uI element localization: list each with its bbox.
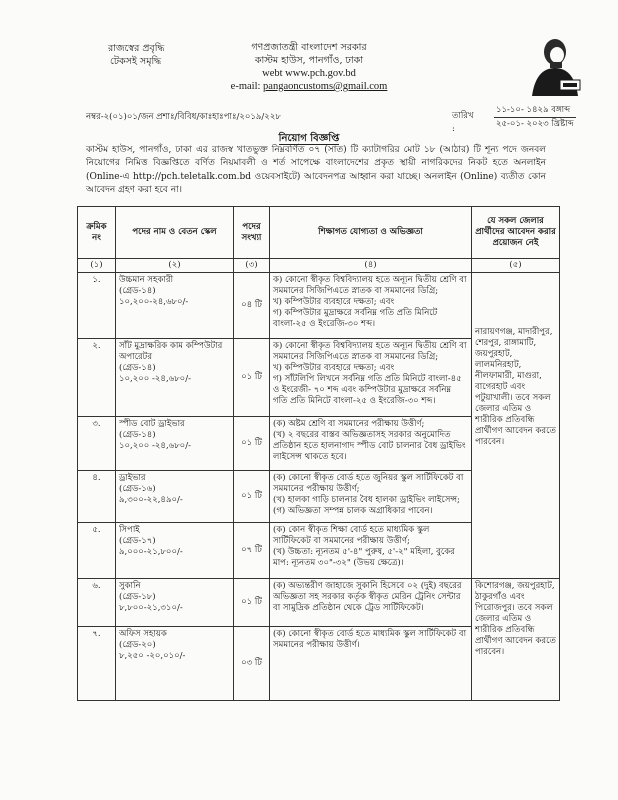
col-num: (১) [78,259,116,273]
header-qualification: শিক্ষাগত যোগ্যতা ও অভিজ্ঞতা [270,207,472,259]
header-count: পদের সংখ্যা [234,207,270,259]
qualification-cell: (ক) অভ্যন্তরীণ জাহাজে সুকানি হিসেবে ০২ (দুই) বছরের অভিজ্ঞতা সহ সরকার কর্তৃক স্বীকৃত মেরিন ট্রেনিং সেন্টার বা সামুদ্রিক প্রতিষ্ঠান থেকে ট্রেড সার্টিফিকেট। [270,579,472,627]
serial-cell: ৬. [78,579,116,627]
post-cell: স্পীড বোট ড্রাইভার (গ্রেড-১৪) ১০,২০০ -২৪,৬৮০/- [116,417,234,471]
qualification-cell: (ক) অষ্টম শ্রেণি বা সমমানের পরীক্ষায় উত্তীর্ণ; (খ) ২ বছরের বাস্তব অভিজ্ঞতাসহ সরকার অনুমোদিত প্রতিষ্ঠান হতে হালনাগাদ স্পীড বোট চালনার বৈধ ড্রাইভিং লাইসেন্স থাকতে হবে। [270,417,472,471]
qualification-cell: (ক) কোন স্বীকৃত শিক্ষা বোর্ড হতে মাধ্যমিক স্কুল সার্টিফিকেট বা সমমানের পরীক্ষায় উত্তীর্ণ; (খ) উচ্চতা: ন্যূনতম ৫'-৪" পুরুষ, ৫'-২" মহিলা, বুকের মাপ: ন্যূনতম ৩০"-৩২" (উভয় ক্ষেত্রে)। [270,523,472,579]
column-number-row [78,259,560,273]
table-row [78,579,560,627]
email-link[interactable]: pangaoncustoms@gmail.com [263,81,388,92]
serial-cell: ৪. [78,471,116,523]
office-name: কাস্টম হাউস, পানগাঁও, ঢাকা [254,54,364,66]
website: webt www.pch.gov.bd [262,68,356,79]
intro-paragraph: কাস্টম হাউস, পানগাঁও, ঢাকা এর রাজস্ব খাতভুক্ত নিম্নবর্ণিত ০৭ (সাত) টি ক্যাটাগরির মোট ১৮ (আঠার) টি শূন্য পদে জনবল নিয়োগের নিমিত্ত বিজ্ঞপ্তিতে বর্ণিত নিয়মাবলী ও শর্ত সাপেক্ষে বাংলাদেশের প্রকৃত স্থায়ী নাগরিকদের নিকট হতে অনলাইন (Online-এ http://pch.teletalk.com.bd ওয়েবসাইটে) আবেদনপত্র আহ্বান করা যাচ্ছে। অনলাইন (Online) ব্যতীত কোন আবেদন গ্রহণ করা হবে না। [86,145,546,195]
gov-name: গণপ্রজাতন্ত্রী বাংলাদেশ সরকার [251,42,367,53]
header-post: পদের নাম ও বেতন স্কেল [116,207,234,259]
count-cell: ০৪ টি [234,273,270,339]
serial-cell: ২. [78,339,116,417]
col-num: (৫) [472,259,560,273]
serial-cell: ৩. [78,417,116,471]
memo-number: নম্বর-২(০১)০১/জন প্রশাঃ/বিবিধ/কাঃহাঃপাঃ/২০১৯/২২৮ [86,112,281,122]
vacancy-table [77,206,560,701]
count-cell: ০১ টি [234,417,270,471]
col-num: (৩) [234,259,270,273]
col-num: (২) [116,259,234,273]
post-cell: সাঁট মুদ্রাক্ষরিক কাম কম্পিউটার অপারেটর (গ্রেড-১৪) ১০,২০০ -২৪,৬৮০/- [116,339,234,417]
date-bengali: ১১-১০- ১৪২৯ বঙ্গাব্দ [494,104,576,118]
post-cell: সিপাই (গ্রেড-১৭) ৯,০০০-২১,৮০০/- [116,523,234,579]
qualification-cell: ক) কোনো স্বীকৃত বিশ্ববিদ্যালয় হতে অন্যূন দ্বিতীয় শ্রেণি বা সমমানের সিজিপিএতে স্নাতক বা সমমানের ডিগ্রি; খ) কম্পিউটার ব্যবহারে দক্ষতা; এবং গ) কম্পিউটার মুদ্রাক্ষরে সর্বনিম্ন গতি প্রতি মিনিটে বাংলা-২৫ ও ইংরেজি-৩০ শব্দ। [270,273,472,339]
count-cell: ০১ টি [234,339,270,417]
districts-cell-a: নারায়ণগঞ্জ, মাদারীপুর, শেরপুর, রাঙ্গামাটি, জয়পুরহাট, লালমনিরহাট, নীলফামারী, মাগুরা, বাগেরহাট এবং পটুয়াখালী। তবে সকল জেলার এতিম ও শারীরিক প্রতিবন্ধি প্রার্থীগণ আবেদন করতে পারবেন। [472,273,560,579]
count-cell: ০৩ টি [234,627,270,701]
districts-cell-b: কিশোরগঞ্জ, জয়পুরহাট, ঠাকুরগাঁও এবং পিরোজপুর। তবে সকল জেলার এতিম ও শারীরিক প্রতিবন্ধি প্রার্থীগণ আবেদন করতে পারবেন। [472,579,560,701]
portrait-stamp-icon [526,32,584,96]
count-cell: ০১ টি [234,471,270,523]
date-gregorian: ২৫-০১- ২০২৩ খ্রিষ্টাব্দ [496,119,574,129]
date-label: তারিখ : [452,111,474,134]
col-num: (৪) [270,259,472,273]
slogan-line-1: রাজস্বের প্রবৃদ্ধি [108,43,165,54]
post-cell: অফিস সহায়ক (গ্রেড-২০) ৮,২৫০ -২০,০১০/- [116,627,234,701]
slogan-line-2: টেকসই সমৃদ্ধি [110,56,162,67]
serial-cell: ১. [78,273,116,339]
post-cell: ড্রাইভার (গ্রেড-১৬) ৯,৩০০-২২,৪৯০/- [116,471,234,523]
serial-cell: ৭. [78,627,116,701]
count-cell: ০৭ টি [234,523,270,579]
post-cell: সুকানি (গ্রেড-১৮) ৮,৮০০-২১,৩১০/- [116,579,234,627]
serial-cell: ৫. [78,523,116,579]
notice-title: নিয়োগ বিজ্ঞপ্তি [278,133,340,144]
post-cell: উচ্চমান সহকারী (গ্রেড-১৪) ১০,২০০-২৪,৬৮০/- [116,273,234,339]
qualification-cell: ক) কোনো স্বীকৃত বিশ্ববিদ্যালয় হতে অন্যূন দ্বিতীয় শ্রেণি বা সমমানের সিজিপিএতে স্নাতক বা সমমানের ডিগ্রি; খ) কম্পিউটার ব্যবহারে দক্ষতা; এবং গ) সাঁটলিপি লিখনে সর্বনিম্ন গতি প্রতি মিনিটে বাংলা-৪৫ ও ইংরেজী- ৭০ শব্দ এবং কম্পিউটার মুদ্রাক্ষরে সর্বনিম্ন গতি প্রতি মিনিটে বাংলা-২৫ ও ইংরেজি-৩০ শব্দ। [270,339,472,417]
qualification-cell: (ক) কোনো স্বীকৃত বোর্ড হতে মাধ্যমিক স্কুল সার্টিফিকেট বা সমমানের পরীক্ষায় উত্তীর্ণ। [270,627,472,701]
table-row [78,273,560,339]
header-serial: ক্রমিক নং [78,207,116,259]
qualification-cell: (ক) কোনো স্বীকৃত বোর্ড হতে জুনিয়র স্কুল সার্টিফিকেট বা সমমানের পরীক্ষায় উত্তীর্ণ; (খ) হালকা গাড়ি চালনার বৈধ হালকা ড্রাইভিং লাইসেন্স; (গ) অভিজ্ঞতা সম্পন্ন চালক অগ্রাধিকার পাবেন। [270,471,472,523]
email-label: e-mail: [230,81,261,92]
table-header-row [78,207,560,259]
count-cell: ০১ টি [234,579,270,627]
header-districts: যে সকল জেলার প্রার্থীদের আবেদন করার প্রয়োজন নেই [472,207,560,259]
